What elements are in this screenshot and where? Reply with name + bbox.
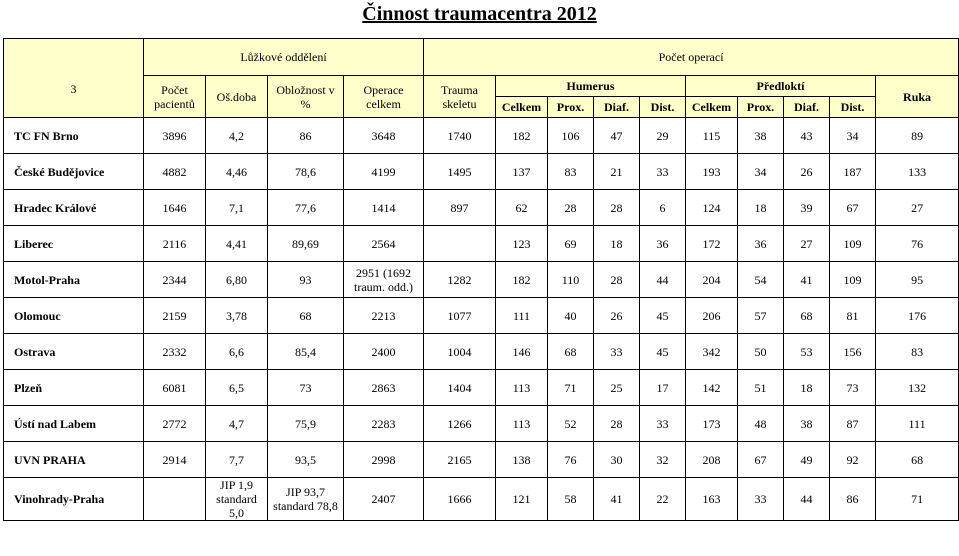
table-cell: 68	[548, 334, 594, 370]
table-cell: 36	[640, 226, 686, 262]
table-cell: 1646	[144, 190, 206, 226]
table-cell: 76	[876, 226, 959, 262]
table-cell: 52	[548, 406, 594, 442]
header-humerus-celkem: Celkem	[496, 97, 548, 118]
table-cell: 68	[268, 298, 344, 334]
table-cell: 54	[738, 262, 784, 298]
table-row	[4, 226, 959, 262]
table-cell: 163	[686, 478, 738, 521]
row-facility-name: Vinohrady-Praha	[4, 478, 144, 521]
table-cell: 78,6	[268, 154, 344, 190]
table-cell: 34	[738, 154, 784, 190]
table-cell: 34	[830, 118, 876, 154]
table-cell: 47	[594, 118, 640, 154]
table-cell: 176	[876, 298, 959, 334]
table-cell: 27	[784, 226, 830, 262]
row-facility-name: TC FN Brno	[4, 118, 144, 154]
table-cell: 36	[738, 226, 784, 262]
table-cell: 1077	[424, 298, 496, 334]
table-cell: 146	[496, 334, 548, 370]
header-humerus-diaf: Diaf.	[594, 97, 640, 118]
traumacentrum-table-wrapper	[3, 38, 959, 521]
table-cell: 38	[784, 406, 830, 442]
header-group-luzkove: Lůžkové oddělení	[144, 39, 424, 76]
table-cell: 182	[496, 118, 548, 154]
header-number: 3	[4, 76, 144, 118]
table-cell: 1282	[424, 262, 496, 298]
table-cell: 68	[784, 298, 830, 334]
table-cell: 39	[784, 190, 830, 226]
row-facility-name: Liberec	[4, 226, 144, 262]
table-cell: 89	[876, 118, 959, 154]
table-cell: 2400	[344, 334, 424, 370]
table-cell: 41	[784, 262, 830, 298]
table-cell: 6	[640, 190, 686, 226]
table-cell: 4,2	[206, 118, 268, 154]
table-cell: 83	[548, 154, 594, 190]
table-cell: 6081	[144, 370, 206, 406]
table-cell: 93	[268, 262, 344, 298]
table-cell: 81	[830, 298, 876, 334]
table-cell: 18	[738, 190, 784, 226]
header-ruka: Ruka	[876, 76, 959, 118]
table-cell: 62	[496, 190, 548, 226]
header-operace-celkem: Operace celkem	[344, 76, 424, 118]
table-cell: 67	[830, 190, 876, 226]
table-cell: 2283	[344, 406, 424, 442]
table-cell: 38	[738, 118, 784, 154]
table-cell: 111	[876, 406, 959, 442]
table-cell: 51	[738, 370, 784, 406]
table-cell: 1495	[424, 154, 496, 190]
table-cell: 1404	[424, 370, 496, 406]
row-facility-name: Olomouc	[4, 298, 144, 334]
row-facility-name: Plzeň	[4, 370, 144, 406]
table-cell: 85,4	[268, 334, 344, 370]
table-cell: 1266	[424, 406, 496, 442]
table-cell: 73	[268, 370, 344, 406]
table-cell: 7,1	[206, 190, 268, 226]
table-cell: 32	[640, 442, 686, 478]
table-cell: 26	[784, 154, 830, 190]
table-cell: 44	[784, 478, 830, 521]
table-cell: 2772	[144, 406, 206, 442]
row-facility-name: Ústí nad Labem	[4, 406, 144, 442]
table-cell: 113	[496, 406, 548, 442]
table-cell: 2344	[144, 262, 206, 298]
header-humerus-dist: Dist.	[640, 97, 686, 118]
traumacentrum-table	[3, 38, 959, 521]
table-cell: 41	[594, 478, 640, 521]
table-cell: 33	[594, 334, 640, 370]
table-cell: 4882	[144, 154, 206, 190]
table-cell: 6,6	[206, 334, 268, 370]
table-cell: 109	[830, 262, 876, 298]
table-cell: 138	[496, 442, 548, 478]
table-row	[4, 406, 959, 442]
table-cell: 2213	[344, 298, 424, 334]
table-cell: 2564	[344, 226, 424, 262]
header-trauma-skeletu: Trauma skeletu	[424, 76, 496, 118]
table-cell: 182	[496, 262, 548, 298]
table-cell: 21	[594, 154, 640, 190]
table-cell: 92	[830, 442, 876, 478]
table-cell: 49	[784, 442, 830, 478]
table-cell: 22	[640, 478, 686, 521]
table-cell: 73	[830, 370, 876, 406]
table-cell: 123	[496, 226, 548, 262]
table-cell: 48	[738, 406, 784, 442]
header-predlokti-celkem: Celkem	[686, 97, 738, 118]
header-predlokti: Předloktí	[686, 76, 876, 97]
row-facility-name: České Budějovice	[4, 154, 144, 190]
table-row	[4, 442, 959, 478]
table-cell: 83	[876, 334, 959, 370]
table-cell: 6,80	[206, 262, 268, 298]
table-cell: 67	[738, 442, 784, 478]
table-cell: 2159	[144, 298, 206, 334]
header-osdoba: Oš.doba	[206, 76, 268, 118]
table-cell: 26	[594, 298, 640, 334]
table-cell: 124	[686, 190, 738, 226]
table-row	[4, 298, 959, 334]
table-cell: 1414	[344, 190, 424, 226]
table-cell: 109	[830, 226, 876, 262]
header-predlokti-prox: Prox.	[738, 97, 784, 118]
table-cell: 45	[640, 334, 686, 370]
table-cell: 68	[876, 442, 959, 478]
table-cell: 44	[640, 262, 686, 298]
table-cell: 71	[876, 478, 959, 521]
table-cell	[144, 478, 206, 521]
table-cell: 57	[738, 298, 784, 334]
table-cell: 58	[548, 478, 594, 521]
table-cell: 115	[686, 118, 738, 154]
table-row	[4, 478, 959, 521]
header-humerus-prox: Prox.	[548, 97, 594, 118]
table-cell: JIP 93,7 standard 78,8	[268, 478, 344, 521]
table-cell: 33	[640, 154, 686, 190]
table-cell: 93,5	[268, 442, 344, 478]
header-row-sub	[4, 76, 959, 97]
table-cell: 25	[594, 370, 640, 406]
table-cell: 33	[738, 478, 784, 521]
table-cell: 86	[268, 118, 344, 154]
table-cell: 206	[686, 298, 738, 334]
header-group-operace: Počet operací	[424, 39, 959, 76]
table-cell: 95	[876, 262, 959, 298]
table-cell: 30	[594, 442, 640, 478]
table-cell: JIP 1,9 standard 5,0	[206, 478, 268, 521]
table-cell: 4,41	[206, 226, 268, 262]
header-row-groups	[4, 39, 959, 76]
table-cell: 28	[548, 190, 594, 226]
table-cell: 204	[686, 262, 738, 298]
table-cell: 43	[784, 118, 830, 154]
table-cell: 28	[594, 190, 640, 226]
table-cell: 6,5	[206, 370, 268, 406]
table-cell: 111	[496, 298, 548, 334]
table-cell: 3896	[144, 118, 206, 154]
table-cell: 2116	[144, 226, 206, 262]
table-cell: 113	[496, 370, 548, 406]
table-cell: 28	[594, 262, 640, 298]
page-title: Činnost traumacentra 2012	[362, 3, 597, 25]
table-row	[4, 334, 959, 370]
table-cell: 132	[876, 370, 959, 406]
table-cell: 4,7	[206, 406, 268, 442]
table-body	[4, 118, 959, 521]
table-cell: 33	[640, 406, 686, 442]
table-cell: 40	[548, 298, 594, 334]
table-cell	[424, 226, 496, 262]
table-cell: 76	[548, 442, 594, 478]
table-row	[4, 154, 959, 190]
table-cell: 45	[640, 298, 686, 334]
table-cell: 89,69	[268, 226, 344, 262]
table-cell: 106	[548, 118, 594, 154]
table-cell: 173	[686, 406, 738, 442]
table-cell: 75,9	[268, 406, 344, 442]
table-row	[4, 262, 959, 298]
table-cell: 18	[594, 226, 640, 262]
header-humerus: Humerus	[496, 76, 686, 97]
table-cell: 28	[594, 406, 640, 442]
table-cell: 193	[686, 154, 738, 190]
table-cell: 121	[496, 478, 548, 521]
table-cell: 187	[830, 154, 876, 190]
table-cell: 71	[548, 370, 594, 406]
table-cell: 342	[686, 334, 738, 370]
table-cell: 2863	[344, 370, 424, 406]
table-cell: 86	[830, 478, 876, 521]
table-cell: 2914	[144, 442, 206, 478]
table-cell: 18	[784, 370, 830, 406]
header-empty-corner	[4, 39, 144, 76]
table-cell: 7,7	[206, 442, 268, 478]
table-cell: 50	[738, 334, 784, 370]
table-cell: 1740	[424, 118, 496, 154]
table-cell: 1004	[424, 334, 496, 370]
table-cell: 77,6	[268, 190, 344, 226]
table-cell: 2165	[424, 442, 496, 478]
header-predlokti-dist: Dist.	[830, 97, 876, 118]
table-cell: 110	[548, 262, 594, 298]
table-cell: 3648	[344, 118, 424, 154]
table-cell: 156	[830, 334, 876, 370]
header-predlokti-diaf: Diaf.	[784, 97, 830, 118]
table-cell: 69	[548, 226, 594, 262]
table-cell: 4,46	[206, 154, 268, 190]
row-facility-name: Motol-Praha	[4, 262, 144, 298]
row-facility-name: Hradec Králové	[4, 190, 144, 226]
table-cell: 2951 (1692 traum. odd.)	[344, 262, 424, 298]
table-cell: 3,78	[206, 298, 268, 334]
table-row	[4, 118, 959, 154]
row-facility-name: Ostrava	[4, 334, 144, 370]
table-cell: 87	[830, 406, 876, 442]
table-cell: 27	[876, 190, 959, 226]
table-cell: 897	[424, 190, 496, 226]
header-pocet-pacientu: Počet pacientů	[144, 76, 206, 118]
table-cell: 137	[496, 154, 548, 190]
table-cell: 172	[686, 226, 738, 262]
table-cell: 208	[686, 442, 738, 478]
table-cell: 4199	[344, 154, 424, 190]
table-cell: 2332	[144, 334, 206, 370]
row-facility-name: UVN PRAHA	[4, 442, 144, 478]
table-cell: 142	[686, 370, 738, 406]
table-row	[4, 190, 959, 226]
table-cell: 17	[640, 370, 686, 406]
table-cell: 1666	[424, 478, 496, 521]
table-cell: 2407	[344, 478, 424, 521]
header-oblozhnost: Obložnost v %	[268, 76, 344, 118]
table-cell: 53	[784, 334, 830, 370]
table-cell: 29	[640, 118, 686, 154]
table-row	[4, 370, 959, 406]
table-cell: 2998	[344, 442, 424, 478]
table-cell: 133	[876, 154, 959, 190]
